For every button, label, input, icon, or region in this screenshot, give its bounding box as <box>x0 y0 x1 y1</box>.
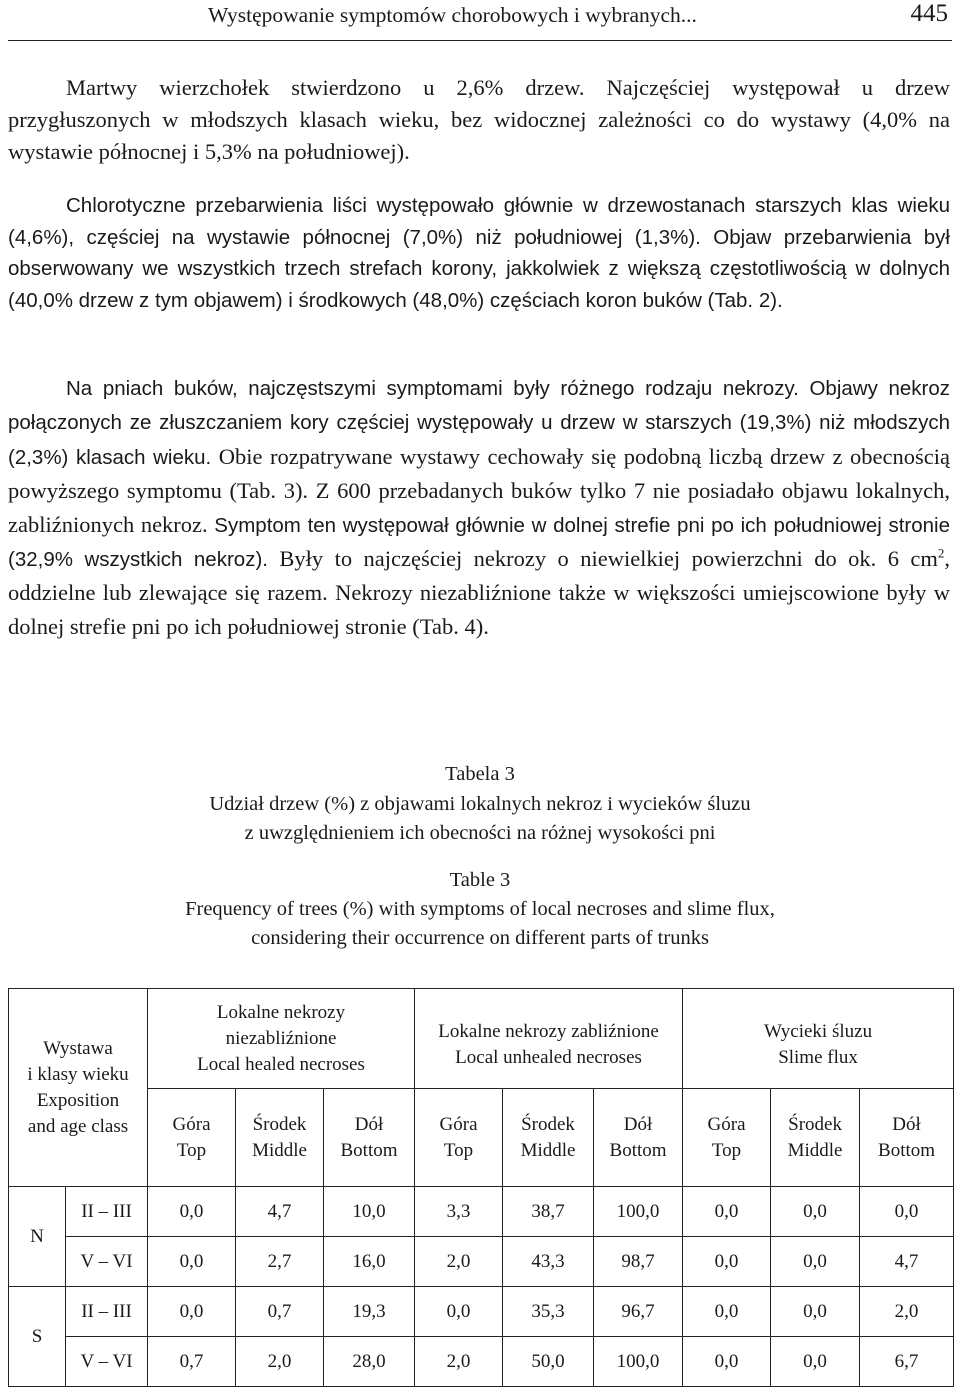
paragraph-dead-top: Martwy wierzchołek stwierdzono u 2,6% drzew. Najczęściej występował u drzew przygłuszonych w młodszych klasach wieku, bez widocznej zależności co do wystawy (4,0% na wystawie północnej i 5,3% na południowej). <box>8 75 950 164</box>
value-cell: 43,3 <box>503 1237 594 1287</box>
value-cell: 0,7 <box>236 1287 324 1337</box>
subhead-top <box>148 1089 236 1187</box>
group-en-line: Local healed necroses <box>197 1053 365 1075</box>
value-cell: 28,0 <box>324 1337 415 1387</box>
group-pl-line: niezabliźnione <box>225 1027 337 1049</box>
stub-line: Wystawa <box>43 1037 113 1059</box>
value-cell: 0,0 <box>771 1287 860 1337</box>
necroses-text-c: Symptom ten występował głównie w dolnej strefie pni po ich południowej stronie (32,9% wszystkich nekroz). <box>8 513 951 572</box>
stub-line: and age class <box>27 1115 129 1137</box>
page-number: 445 <box>910 0 948 27</box>
table-3 <box>8 988 954 1387</box>
group-header-unhealed <box>415 989 683 1089</box>
value-cell: 38,7 <box>503 1187 594 1237</box>
subhead-pl: Środek <box>252 1113 307 1135</box>
caption-pl-line2: z uwzględnieniem ich obecności na różnej wysokości pni <box>244 822 716 844</box>
value-cell: 3,3 <box>415 1187 503 1237</box>
value-cell: 0,0 <box>683 1237 771 1287</box>
value-cell: 0,7 <box>148 1337 236 1387</box>
caption-en-line1: Frequency of trees (%) with symptoms of local necroses and slime flux, <box>185 898 775 920</box>
subhead-bottom <box>324 1089 415 1187</box>
value-cell: 0,0 <box>771 1337 860 1387</box>
subhead-pl: Dół <box>354 1113 384 1135</box>
subhead-en: Bottom <box>878 1139 936 1161</box>
table-row <box>9 1187 954 1237</box>
value-cell: 0,0 <box>683 1337 771 1387</box>
value-cell: 0,0 <box>771 1187 860 1237</box>
value-cell: 19,3 <box>324 1287 415 1337</box>
value-cell: 100,0 <box>594 1337 683 1387</box>
value-cell: 0,0 <box>415 1287 503 1337</box>
necroses-text-f: Nekrozy niezabliźnione także w większości umiejscowione były w dolnej strefie pni po ich południowej stronie (Tab. 4). <box>8 580 950 639</box>
group-header-slime <box>683 989 954 1089</box>
subhead-en: Bottom <box>609 1139 667 1161</box>
subhead-top <box>415 1089 503 1187</box>
value-cell: 0,0 <box>683 1187 771 1237</box>
subhead-en: Bottom <box>340 1139 398 1161</box>
subhead-middle <box>503 1089 594 1187</box>
necroses-text-d: Były to najczęściej nekrozy o niewielkiej powierzchni do ok. 6 cm <box>279 546 938 572</box>
subhead-en: Top <box>176 1139 207 1161</box>
table-row <box>9 1237 954 1287</box>
value-cell: 2,0 <box>860 1287 954 1337</box>
table-row <box>9 1287 954 1337</box>
subhead-en: Middle <box>252 1139 307 1161</box>
value-cell: 50,0 <box>503 1337 594 1387</box>
paragraph-necroses <box>8 371 950 643</box>
subhead-top <box>683 1089 771 1187</box>
subhead-en: Top <box>443 1139 474 1161</box>
age-class-cell: II – III <box>66 1187 148 1237</box>
value-cell: 2,0 <box>236 1337 324 1387</box>
paragraph-chlorosis: Chlorotyczne przebarwienia liści występowało głównie w drzewostanach starszych klas wieku (4,6%), częściej na wystawie północnej (7,0%) niż południowej (1,3%). Objaw przebarwienia był obserwowany we wszystkich trzech strefach korony, jakkolwiek z większą częstotliwością w dolnych (40,0% drzew z tym objawem) i środkowych (48,0%) częściach koron buków (Tab. 2). <box>8 194 950 312</box>
caption-en-line2: considering their occurrence on different parts of trunks <box>251 927 709 949</box>
value-cell: 35,3 <box>503 1287 594 1337</box>
subhead-bottom <box>860 1089 954 1187</box>
value-cell: 2,7 <box>236 1237 324 1287</box>
group-en-line: Local unhealed necroses <box>455 1047 642 1068</box>
value-cell: 100,0 <box>594 1187 683 1237</box>
value-cell: 2,0 <box>415 1337 503 1387</box>
caption-en-label: Table 3 <box>449 869 511 891</box>
caption-pl-line1: Udział drzew (%) z objawami lokalnych nekroz i wycieków śluzu <box>209 793 751 815</box>
exposition-cell: S <box>9 1287 66 1387</box>
value-cell: 4,7 <box>860 1237 954 1287</box>
age-class-cell: V – VI <box>66 1237 148 1287</box>
necroses-text-b: Obie rozpatrywane wystawy cechowały się podobną liczbą drzew z obecnością powyższego symptomu (Tab. 3). Z 600 przebadanych buków tylko 7 nie posiadało objawu lokalnych, zabliźnionych nekroz. <box>8 443 950 537</box>
necroses-text-a: Na pniach buków, najczęstszymi symptomami były różnego rodzaju nekrozy. Objawy nekroz połączonych ze złuszczaniem kory częściej występowały u drzew w starszych (19,3%) niż młodszych (2,3%) klasach wieku. <box>8 377 950 469</box>
stub-line: i klasy wieku <box>27 1063 129 1085</box>
value-cell: 6,7 <box>860 1337 954 1387</box>
value-cell: 4,7 <box>236 1187 324 1237</box>
subhead-pl: Dół <box>892 1113 921 1135</box>
subhead-pl: Dół <box>623 1113 653 1135</box>
running-header <box>8 0 952 41</box>
value-cell: 96,7 <box>594 1287 683 1337</box>
value-cell: 0,0 <box>771 1237 860 1287</box>
age-class-cell: II – III <box>66 1287 148 1337</box>
subhead-pl: Góra <box>707 1113 746 1135</box>
stub-header <box>9 989 148 1187</box>
value-cell: 0,0 <box>148 1237 236 1287</box>
value-cell: 10,0 <box>324 1187 415 1237</box>
necroses-text-e: , oddzielne lub zlewające się razem. <box>8 546 951 606</box>
group-pl-line: Lokalne nekrozy <box>216 1001 346 1023</box>
subhead-pl: Środek <box>788 1113 842 1135</box>
subhead-en: Top <box>711 1139 742 1161</box>
subhead-pl: Środek <box>521 1113 575 1135</box>
value-cell: 0,0 <box>860 1187 954 1237</box>
subhead-middle <box>771 1089 860 1187</box>
group-header-healed <box>148 989 415 1089</box>
exposition-cell: N <box>9 1187 66 1287</box>
subhead-bottom <box>594 1089 683 1187</box>
subhead-en: Middle <box>787 1139 843 1161</box>
subhead-en: Middle <box>520 1139 576 1161</box>
stub-line: Exposition <box>36 1089 120 1111</box>
superscript-2: 2 <box>937 545 945 561</box>
subhead-pl: Góra <box>439 1113 478 1135</box>
running-title: Występowanie symptomów chorobowych i wybranych... <box>208 3 697 27</box>
value-cell: 98,7 <box>594 1237 683 1287</box>
table-row <box>9 1337 954 1387</box>
subhead-middle <box>236 1089 324 1187</box>
value-cell: 0,0 <box>148 1187 236 1237</box>
table-body <box>9 1187 954 1387</box>
age-class-cell: V – VI <box>66 1337 148 1387</box>
value-cell: 16,0 <box>324 1237 415 1287</box>
value-cell: 0,0 <box>148 1287 236 1337</box>
group-en-line: Slime flux <box>778 1047 858 1068</box>
value-cell: 0,0 <box>683 1287 771 1337</box>
caption-pl-label: Tabela 3 <box>445 763 515 785</box>
group-pl-line: Lokalne nekrozy zabliźnione <box>438 1021 659 1042</box>
subhead-pl: Góra <box>172 1113 211 1135</box>
group-pl-line: Wycieki śluzu <box>764 1021 873 1042</box>
value-cell: 2,0 <box>415 1237 503 1287</box>
